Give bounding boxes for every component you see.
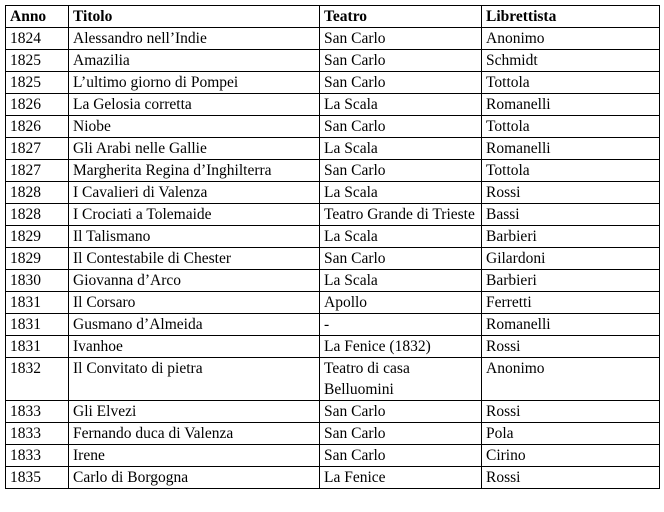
cell-titolo: Gusmano d’Almeida [69,314,320,336]
cell-librettista: Anonimo [482,28,660,50]
cell-titolo: I Cavalieri di Valenza [69,182,320,204]
cell-anno: 1825 [6,50,69,72]
table-row [6,358,660,401]
cell-librettista: Barbieri [482,226,660,248]
cell-librettista: Barbieri [482,270,660,292]
header-librettista: Librettista [482,6,660,28]
cell-anno: 1833 [6,445,69,467]
table-row [6,204,660,226]
cell-titolo: Giovanna d’Arco [69,270,320,292]
cell-anno: 1827 [6,160,69,182]
table-row [6,467,660,489]
table-row [6,336,660,358]
cell-teatro: San Carlo [320,423,482,445]
cell-titolo: I Crociati a Tolemaide [69,204,320,226]
cell-librettista: Tottola [482,160,660,182]
cell-titolo: Carlo di Borgogna [69,467,320,489]
cell-teatro: San Carlo [320,248,482,270]
cell-teatro: - [320,314,482,336]
table-row [6,160,660,182]
cell-titolo: Il Convitato di pietra [69,358,320,401]
cell-librettista: Cirino [482,445,660,467]
opera-table [5,5,660,489]
cell-anno: 1828 [6,204,69,226]
cell-anno: 1829 [6,248,69,270]
table-row [6,226,660,248]
cell-anno: 1830 [6,270,69,292]
cell-anno: 1826 [6,116,69,138]
cell-titolo: Il Corsaro [69,292,320,314]
cell-teatro: San Carlo [320,445,482,467]
cell-anno: 1828 [6,182,69,204]
cell-teatro: San Carlo [320,50,482,72]
cell-librettista: Tottola [482,116,660,138]
cell-teatro: La Scala [320,138,482,160]
table-row [6,50,660,72]
table-row [6,248,660,270]
cell-anno: 1827 [6,138,69,160]
cell-librettista: Rossi [482,182,660,204]
table-row [6,28,660,50]
cell-titolo: Ivanhoe [69,336,320,358]
table-row [6,138,660,160]
cell-librettista: Tottola [482,72,660,94]
cell-librettista: Romanelli [482,314,660,336]
cell-titolo: Niobe [69,116,320,138]
table-row [6,314,660,336]
cell-librettista: Anonimo [482,358,660,401]
table-row [6,423,660,445]
table-row [6,182,660,204]
cell-anno: 1832 [6,358,69,401]
header-anno: Anno [6,6,69,28]
cell-teatro: La Scala [320,182,482,204]
cell-anno: 1831 [6,336,69,358]
header-titolo: Titolo [69,6,320,28]
table-row [6,292,660,314]
cell-librettista: Gilardoni [482,248,660,270]
cell-anno: 1826 [6,94,69,116]
cell-teatro: San Carlo [320,28,482,50]
cell-titolo: L’ultimo giorno di Pompei [69,72,320,94]
cell-anno: 1831 [6,314,69,336]
document-page [5,5,659,489]
cell-librettista: Rossi [482,401,660,423]
cell-teatro: La Fenice (1832) [320,336,482,358]
cell-teatro: La Scala [320,270,482,292]
cell-titolo: Il Talismano [69,226,320,248]
cell-anno: 1824 [6,28,69,50]
cell-teatro: San Carlo [320,160,482,182]
cell-librettista: Rossi [482,467,660,489]
cell-teatro: Teatro Grande di Trieste [320,204,482,226]
cell-teatro: Apollo [320,292,482,314]
cell-titolo: Fernando duca di Valenza [69,423,320,445]
cell-titolo: Amazilia [69,50,320,72]
cell-librettista: Pola [482,423,660,445]
table-row [6,270,660,292]
cell-anno: 1829 [6,226,69,248]
cell-librettista: Ferretti [482,292,660,314]
table-row [6,94,660,116]
cell-anno: 1835 [6,467,69,489]
cell-anno: 1833 [6,401,69,423]
cell-anno: 1831 [6,292,69,314]
cell-titolo: Il Contestabile di Chester [69,248,320,270]
cell-librettista: Schmidt [482,50,660,72]
cell-titolo: La Gelosia corretta [69,94,320,116]
cell-titolo: Irene [69,445,320,467]
cell-teatro: La Scala [320,226,482,248]
table-row [6,72,660,94]
cell-teatro: San Carlo [320,401,482,423]
cell-teatro: San Carlo [320,72,482,94]
cell-anno: 1825 [6,72,69,94]
table-header-row [6,6,660,28]
cell-anno: 1833 [6,423,69,445]
cell-titolo: Gli Elvezi [69,401,320,423]
header-teatro: Teatro [320,6,482,28]
cell-librettista: Romanelli [482,94,660,116]
table-row [6,116,660,138]
cell-teatro: La Fenice [320,467,482,489]
cell-librettista: Rossi [482,336,660,358]
cell-teatro: San Carlo [320,116,482,138]
cell-librettista: Bassi [482,204,660,226]
cell-teatro: La Scala [320,94,482,116]
cell-librettista: Romanelli [482,138,660,160]
cell-titolo: Gli Arabi nelle Gallie [69,138,320,160]
table-row [6,445,660,467]
cell-teatro: Teatro di casa Belluomini [320,358,482,401]
cell-titolo: Margherita Regina d’Inghilterra [69,160,320,182]
table-body [6,28,660,489]
cell-titolo: Alessandro nell’Indie [69,28,320,50]
table-row [6,401,660,423]
